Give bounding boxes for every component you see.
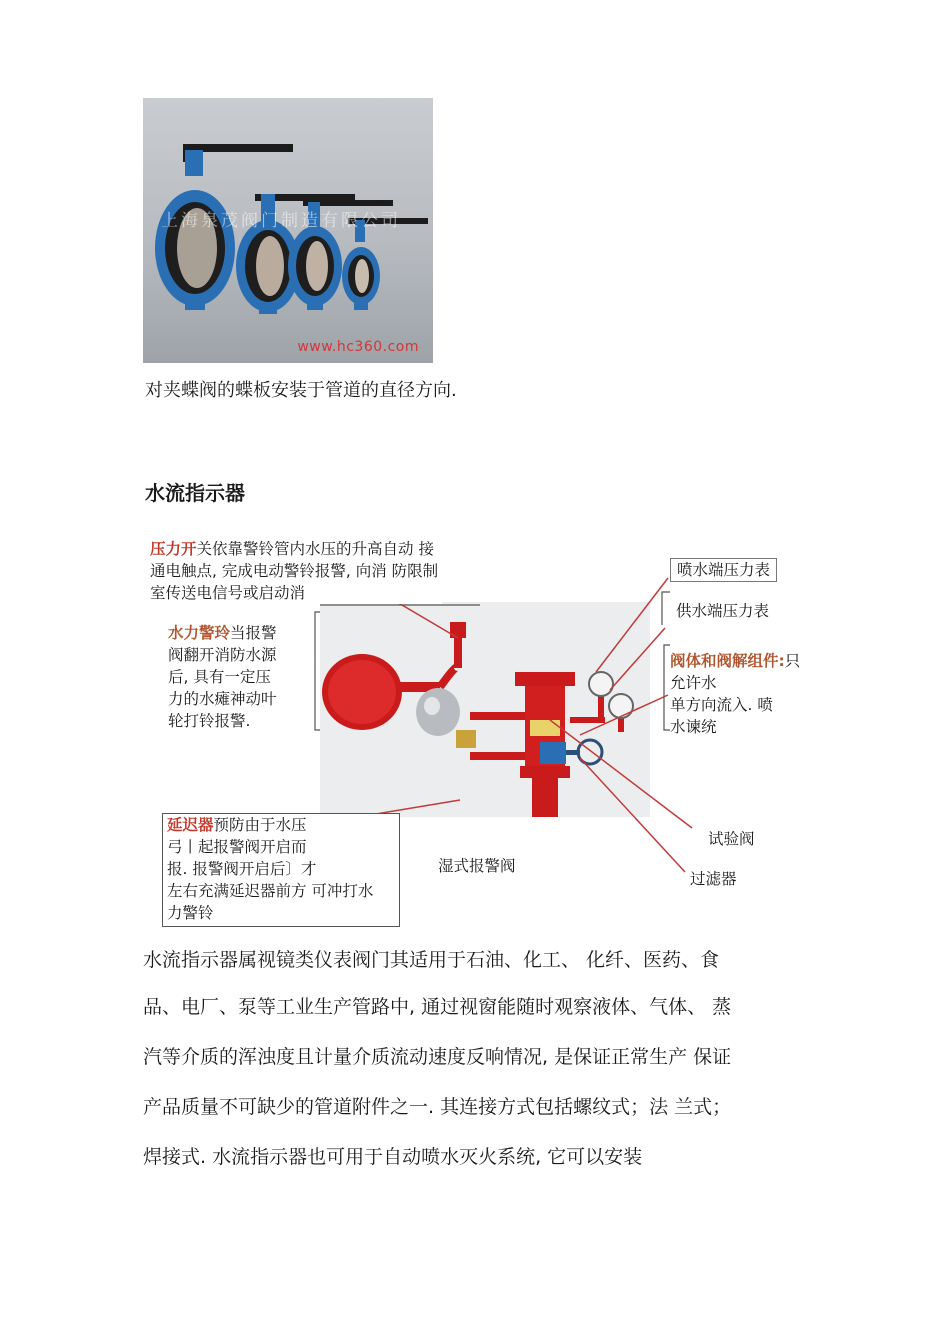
wet-alarm-valve-caption: 湿式报警阀 — [438, 857, 516, 875]
delay-device-line-3: 报. 报警阀开启后〕才 — [167, 860, 317, 878]
water-alarm-bell-line-2: 阀翻开消防水源 — [168, 646, 277, 664]
water-alarm-bell-callout — [168, 622, 277, 732]
delay-device-line-1: 预防由于水压 — [213, 816, 307, 834]
pressure-switch-line-3: 室传送电信号或启动消 — [150, 584, 306, 602]
supply-pressure-gauge-label: 供水端压力表 — [676, 602, 770, 620]
paragraph-line-3: 汽等介质的浑浊度且计量介质流动速度反响情况, 是保证正常生产 保证 — [143, 1046, 732, 1068]
valve-body-callout — [670, 650, 810, 738]
water-alarm-bell-line-3: 后, 具有一定压 — [168, 668, 271, 686]
spray-pressure-gauge-label: 喷水端压力表 — [670, 558, 777, 582]
paragraph-line-4: 产品质量不可缺少的管道附件之一. 其连接方式包括螺纹式；法 兰式； — [143, 1096, 732, 1118]
delay-device-callout — [162, 813, 400, 927]
water-alarm-bell-line-1: 当报警 — [230, 624, 277, 642]
alarm-valve-diagram — [140, 530, 820, 930]
paragraph-line-1: 水流指示器属视镜类仪表阀门其适用于石油、化工、 化纤、医药、食 — [143, 949, 720, 971]
paragraph-line-2: 品、电厂、泵等工业生产管路中, 通过视窗能随时观察液体、气体、 蒸 — [143, 996, 732, 1018]
water-alarm-bell-title: 水力警玲 — [168, 624, 231, 642]
valve-body-title: 阀体和阀解组件: — [670, 652, 785, 670]
delay-device-line-2: 弓丨起报警阀开启而 — [167, 838, 307, 856]
delay-device-line-5: 力警铃 — [167, 904, 214, 922]
pressure-switch-title: 压力开 — [150, 540, 197, 558]
photo-caption: 对夹蝶阀的蝶板安装于管道的直径方向. — [145, 380, 457, 401]
butterfly-valves-photo — [143, 98, 433, 363]
section-heading: 水流指示器 — [145, 481, 245, 505]
photo-watermark-url: www.hc360.com — [297, 339, 419, 355]
valve-body-line-2: 单方向流入. 喷 — [670, 696, 773, 714]
pressure-switch-line-1: 关依靠警铃管内水压的升高自动 接 — [196, 540, 434, 558]
test-valve-label: 试验阀 — [708, 830, 755, 848]
pressure-switch-callout — [150, 538, 442, 604]
paragraph-line-5: 焊接式. 水流指示器也可用于自动喷水灭火系统, 它可以安装 — [143, 1146, 643, 1168]
water-alarm-bell-line-5: 轮打铃报警. — [168, 712, 251, 730]
delay-device-line-4: 左右充满延迟器前方 可冲打水 — [167, 882, 374, 900]
filter-label: 过滤器 — [690, 870, 737, 888]
water-alarm-bell-line-4: 力的水瘫神动叶 — [168, 690, 277, 708]
delay-device-title: 延迟器 — [167, 816, 214, 834]
valve-body-line-3: 水谏统 — [670, 718, 717, 736]
pressure-switch-line-2: 通电触点, 完成电动警铃报警, 向消 防限制 — [150, 562, 439, 580]
valve-body-line-1: 只允许水 — [670, 652, 801, 692]
photo-watermark-company: 上海泉茂阀门制造有限公司 — [161, 211, 401, 231]
